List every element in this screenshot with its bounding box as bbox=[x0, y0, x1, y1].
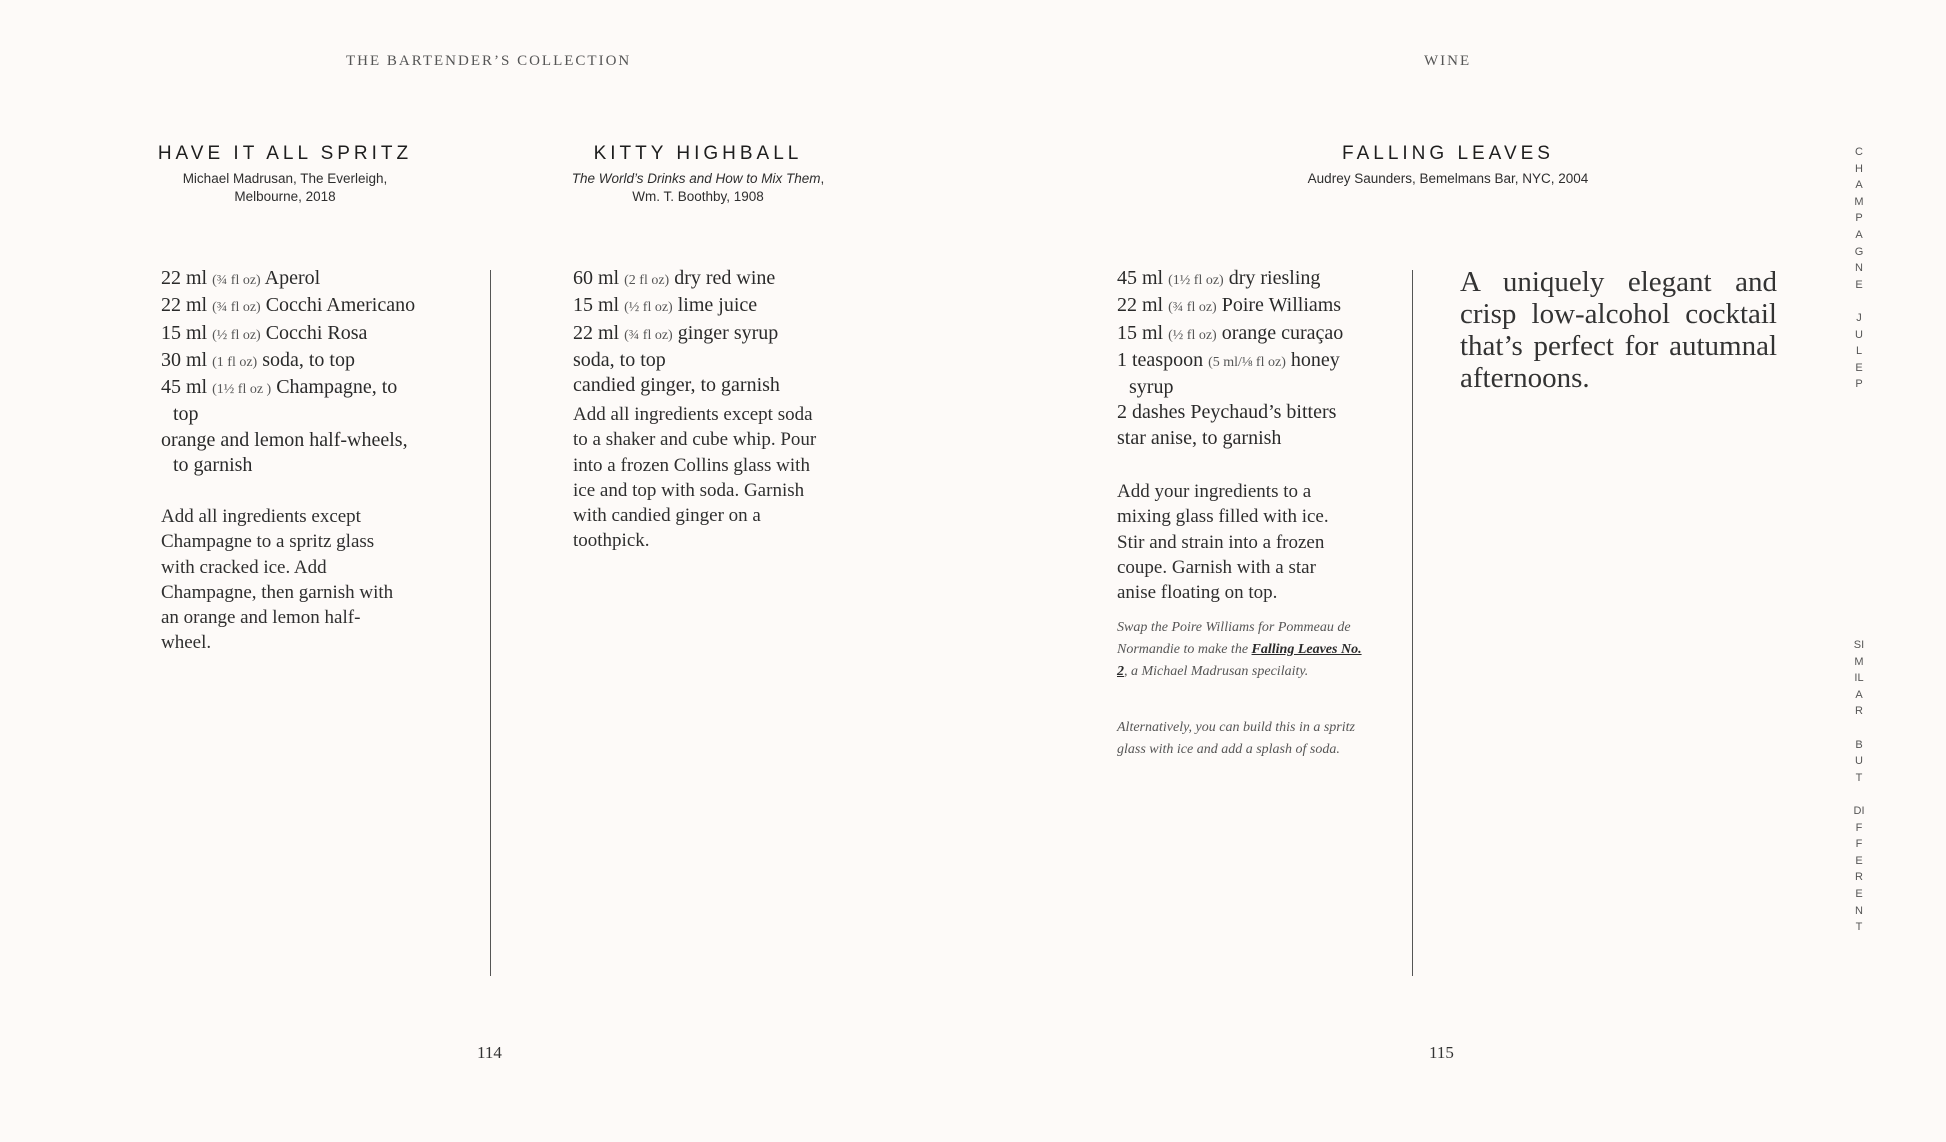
side-tab-word: DIFFERENT bbox=[1853, 804, 1865, 934]
ingredient: 22 ml (¾ fl oz) Cocchi Americano bbox=[161, 294, 416, 317]
ingredient: 60 ml (2 fl oz) dry red wine bbox=[573, 267, 776, 289]
page-number-right: 115 bbox=[1429, 1043, 1454, 1062]
side-tab-similar-but-different[interactable] bbox=[1849, 637, 1869, 936]
recipe-credit-falling-leaves: Audrey Saunders, Bemelmans Bar, NYC, 2004 bbox=[1307, 171, 1589, 186]
ingredient: candied ginger, to garnish bbox=[573, 374, 780, 397]
recipe-credit-have-it-all-spritz: Michael Madrusan, The Everleigh, Melbourne, 2018 bbox=[182, 171, 388, 204]
column-divider bbox=[1412, 270, 1413, 976]
ingredient: 15 ml (½ fl oz) orange curaçao bbox=[1117, 321, 1344, 344]
ingredient-list-falling-leaves bbox=[1117, 266, 1367, 451]
recipe-title-kitty-highball: KITTY HIGHBALL bbox=[593, 143, 803, 164]
side-tab-word: SIMILAR bbox=[1853, 639, 1865, 718]
ingredient: 22 ml (¾ fl oz) ginger syrup bbox=[573, 321, 779, 344]
recipe-credit-kitty-highball: The World’s Drinks and How to Mix Them, Wm. T. Boothby, 1908 bbox=[571, 171, 825, 204]
ingredient-list-have-it-all-spritz bbox=[161, 266, 426, 478]
pull-quote: A uniquely elegant and crisp low-alcohol cocktail that’s perfect for autumnal afternoons. bbox=[1460, 266, 1777, 394]
page-number-left: 114 bbox=[477, 1043, 502, 1062]
ingredient: soda, to top bbox=[573, 348, 666, 371]
ingredient: 45 ml (1½ fl oz ) Champagne, to top bbox=[161, 376, 398, 426]
method-kitty-highball: Add all ingredients except soda to a shaker and cube whip. Pour into a frozen Collins glass with ice and top with soda. Garnish with candied ginger on a toothpick. bbox=[573, 404, 817, 552]
ingredient: 22 ml (¾ fl oz) Aperol bbox=[161, 267, 321, 289]
side-tab-champagne-julep[interactable] bbox=[1849, 144, 1869, 393]
ingredient: orange and lemon half-wheels, to garnish bbox=[161, 428, 408, 477]
variation-note: Swap the Poire Williams for Pommeau de Normandie to make the Falling Leaves No. 2, a Michael Madrusan specilaity. bbox=[1117, 620, 1362, 679]
running-head-chapter: WINE bbox=[1424, 53, 1472, 69]
recipe-title-have-it-all-spritz: HAVE IT ALL SPRITZ bbox=[157, 143, 413, 164]
ingredient: 15 ml (½ fl oz) Cocchi Rosa bbox=[161, 321, 368, 344]
method-have-it-all-spritz: Add all ingredients except Champagne to a spritz glass with cracked ice. Add Champagne, then garnish with an orange and lemon half-wheel. bbox=[161, 506, 394, 654]
side-tab-word: CHAMPAGNE bbox=[1854, 146, 1864, 291]
recipe-title-falling-leaves: FALLING LEAVES bbox=[1342, 143, 1554, 164]
ingredient: 15 ml (½ fl oz) lime juice bbox=[573, 294, 758, 317]
side-tab-word: BUT bbox=[1855, 738, 1863, 784]
ingredient: star anise, to garnish bbox=[1117, 426, 1282, 449]
ingredient: 22 ml (¾ fl oz) Poire Williams bbox=[1117, 294, 1342, 317]
ingredient: 30 ml (1 fl oz) soda, to top bbox=[161, 348, 355, 371]
ingredient-list-kitty-highball bbox=[573, 266, 873, 398]
alternative-note: Alternatively, you can build this in a spritz glass with ice and add a splash of soda. bbox=[1117, 720, 1355, 757]
ingredient: 2 dashes Peychaud’s bitters bbox=[1117, 401, 1337, 424]
method-falling-leaves: Add your ingredients to a mixing glass filled with ice. Stir and strain into a frozen coupe. Garnish with a star anise floating on top. bbox=[1117, 481, 1329, 604]
column-divider bbox=[490, 270, 491, 976]
side-tab-word: JULEP bbox=[1855, 311, 1863, 391]
running-head-book-title: THE BARTENDER’S COLLECTION bbox=[346, 53, 632, 69]
ingredient: 1 teaspoon (5 ml/⅛ fl oz) honey syrup bbox=[1117, 348, 1340, 399]
cross-reference-falling-leaves-no-2[interactable]: Falling Leaves No. 2 bbox=[1117, 642, 1362, 679]
ingredient: 45 ml (1½ fl oz) dry riesling bbox=[1117, 267, 1321, 289]
